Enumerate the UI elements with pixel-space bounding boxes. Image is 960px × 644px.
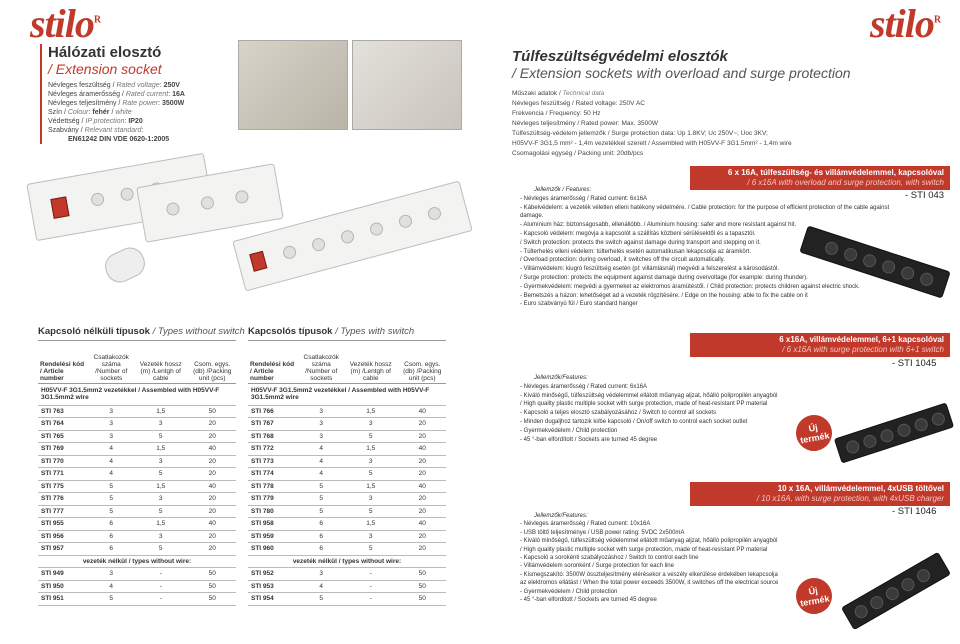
feature-item: - Kapcsoló a teljes elosztó szabályozásához / Switch to control all sockets <box>520 410 717 417</box>
column-header: Csom. egys. (db) /Packing unit (pcs) <box>193 360 232 382</box>
table-cell: 5 <box>133 505 188 518</box>
table-row <box>38 543 236 556</box>
table-cell: 40 <box>188 443 236 456</box>
table-cell: 1,5 <box>133 443 188 456</box>
table-row <box>38 405 236 418</box>
stilo-logo-left: stilo$^R$ <box>30 1 101 46</box>
table-cell: 1,5 <box>343 518 398 531</box>
socket-icon <box>842 246 858 262</box>
table-cell: 5 <box>89 480 133 493</box>
table-cell: 20 <box>188 430 236 443</box>
feature-item: - Kiváló minőségű, túlfeszültség védelemmel ellátott műanyag aljzat, hőálló polipropilén anyagból <box>520 392 778 399</box>
table-cell: STI 769 <box>38 443 89 456</box>
socket-icon <box>845 439 861 455</box>
feature-item: - Gyermekvédelem: megvédi a gyermeket az elektromos áramütéstől. / Child protection: protects children against electric shock. <box>520 283 860 290</box>
feature-item: - Kapcsoló védelem: megóvja a kapcsolót a szállítás közbeni sérülésektől és a tapasztól. <box>520 230 756 237</box>
spec-row: Védettség / IP protection: IP20 <box>48 118 143 125</box>
table-cell: STI 764 <box>38 418 89 431</box>
socket-icon <box>879 428 895 444</box>
socket-icon <box>899 576 917 594</box>
table-cell: STI 766 <box>248 405 299 418</box>
column-header: Rendelési kód / Article number <box>250 360 295 382</box>
socket-icon <box>862 433 878 449</box>
feature-item: - Kismegszakító: 3500W összteljesítmény elérésekor a veszély elkerülése érdekében lekapcsolja <box>520 571 778 578</box>
socket-icon <box>340 229 356 245</box>
rocker-switch <box>249 251 267 272</box>
socket-icon <box>913 416 929 432</box>
feature-item: az elektromos ellátást / When the total power exceeds 3500W, it switches off the electrical source <box>520 580 779 587</box>
socket-icon <box>930 411 946 427</box>
table-cell: 20 <box>188 418 236 431</box>
table-row <box>38 455 236 468</box>
table-cell: STI 777 <box>38 505 89 518</box>
table-cell: STI 763 <box>38 405 89 418</box>
table-cell: 5 <box>343 468 398 481</box>
table-cell: STI 958 <box>248 518 299 531</box>
table-cell: 5 <box>299 505 343 518</box>
feature-item: / Switch protection: protects the switch against damage during transport and stepping on it. <box>520 239 761 246</box>
table-cell: STI 949 <box>38 568 89 581</box>
table-row <box>38 530 236 543</box>
socket-icon <box>311 237 327 253</box>
socket-icon <box>398 213 414 229</box>
table-cell: 40 <box>188 518 236 531</box>
feature-item: - 45 °-ban elforditott / Sockets are turned 45 degree <box>520 597 657 604</box>
table-cell: 20 <box>188 505 236 518</box>
table-cell: STI 956 <box>38 530 89 543</box>
table-cell: - <box>343 568 398 581</box>
feature-item: - Villámvédelem: kiugró feszültség esetén (pl: villámlásnál) megvédi a felszerelést a károsodástól. <box>520 266 780 273</box>
table-row <box>248 443 446 456</box>
column-header: Rendelési kód / Article number <box>40 360 85 382</box>
table-row <box>38 518 236 531</box>
table-cell: 1,5 <box>133 518 188 531</box>
new-product-badge: Új termék <box>793 412 835 454</box>
feature-item: - Névleges áramerősség / Rated current: 6x16A <box>520 383 648 390</box>
table-row <box>38 468 236 481</box>
table-row <box>38 418 236 431</box>
table-row <box>248 493 446 506</box>
table-row <box>38 593 236 606</box>
table-cell: 1,5 <box>133 405 188 418</box>
socket-icon <box>868 594 886 612</box>
table-cell: 3 <box>133 493 188 506</box>
table-cell: STI 765 <box>38 430 89 443</box>
feature-item: - USB töltő teljesítménye / USB power rating: 5VDC 2x500mA <box>520 529 685 536</box>
table-cell: 3 <box>343 530 398 543</box>
table-cell: STI 951 <box>38 593 89 606</box>
product-bar-sti1046: 10 x 16A, villámvédelemmel, 4xUSB töltővel / 10 x16A, with surge protection, with 4xUSB charger <box>690 482 950 506</box>
table-cell: 3 <box>133 530 188 543</box>
table-cell: 20 <box>398 418 446 431</box>
table-cell: 50 <box>188 593 236 606</box>
table-cell: 5 <box>343 505 398 518</box>
table-row <box>38 580 236 593</box>
table-cell: 50 <box>188 405 236 418</box>
feature-item: - Minden dugaljhoz tartozik ki/be kapcsoló / On/off switch to control each socket outlet <box>520 418 748 425</box>
feature-item: - Gyermekvédelem / Child protection <box>520 427 618 434</box>
table-cell: 20 <box>398 530 446 543</box>
table-cell: 6 <box>299 518 343 531</box>
spec-row: Névleges áramerősség / Rated current: 16A <box>48 91 185 98</box>
table-cell: 5 <box>89 505 133 518</box>
table-cell: 5 <box>89 493 133 506</box>
tech-row: Túlfeszültség-védelem jellemzők / Surge protection data: Up 1.8KV; Uc 250V~; Uoc 3KV; <box>512 130 768 137</box>
socket-icon <box>200 195 215 210</box>
table-row <box>38 430 236 443</box>
feature-item: - Kiváló minőségű, túlfeszültség védelemmel ellátott műanyag aljzat, hőálló polipropilén anyagból <box>520 538 778 545</box>
tech-row: H05VV-F 3G1,5 mm² - 1,4m vezetékkel szerelt / Assembled with H05VV-F 3G1.5mm² - 1,4m wire <box>512 140 792 147</box>
table-cell: 50 <box>188 580 236 593</box>
column-header: Csom. egys. (db) /Packing unit (pcs) <box>403 360 442 382</box>
table-cell: - <box>133 580 188 593</box>
product-photo-2 <box>352 40 462 130</box>
table-cell: 6 <box>299 530 343 543</box>
table-cell: 50 <box>398 580 446 593</box>
table-cell: 20 <box>398 430 446 443</box>
table-row <box>248 468 446 481</box>
table-cell: 5 <box>343 430 398 443</box>
feature-item: / Surge protection: protects the equipment against damage during overvoltage (for example: during thunder). <box>520 274 808 281</box>
spec-row: Névleges feszültség / Rated voltage: 250V <box>48 82 180 89</box>
table-cell: 3 <box>299 568 343 581</box>
product-code: - STI 1045 <box>892 358 937 369</box>
table-cell: 3 <box>89 430 133 443</box>
data-table <box>38 341 236 606</box>
table-cell: 6 <box>89 543 133 556</box>
socket-icon <box>918 271 934 287</box>
table-cell: STI 959 <box>248 530 299 543</box>
features-title: Jellemzők / Features: <box>534 187 592 193</box>
socket-icon <box>880 259 896 275</box>
feature-item: - Névleges áramerősség / Rated current: 6x16A <box>520 195 648 202</box>
feature-item: - Kábelvédelem: a vezeték véletlen elleni hatékony védelmére. / Cable protection: for the purpose of efficient protection of the cable against damage. <box>520 204 890 220</box>
table-cell: 3 <box>299 430 343 443</box>
spec-row: Szín / Colour: fehér / white <box>48 109 132 116</box>
table-row <box>248 430 446 443</box>
socket-icon <box>234 189 249 204</box>
socket-icon <box>120 187 135 202</box>
feature-item: - Euro szabványú fül / Euro standard hanger <box>520 301 638 308</box>
table-cell: STI 776 <box>38 493 89 506</box>
right-subtitle: / Extension sockets with overload and surge protection <box>512 65 851 81</box>
table-cell: 1,5 <box>343 480 398 493</box>
table-header-row <box>38 341 236 383</box>
features-title: Jellemzők/Features: <box>534 513 588 519</box>
table-cell: STI 773 <box>248 455 299 468</box>
product-bar-sti1045: 6 x16A, villámvédelemmel, 6+1 kapcsolóval / 6 x16A with surge protection with 6+1 switch <box>690 333 950 357</box>
table-cell: 3 <box>299 418 343 431</box>
socket-icon <box>165 201 180 216</box>
table-cell: STI 768 <box>248 430 299 443</box>
page-subtitle: / Extension socket <box>48 61 162 77</box>
spec-row: Szabvány / Relevant standard: <box>48 127 144 134</box>
table-cell: 20 <box>398 493 446 506</box>
table-cell: STI 772 <box>248 443 299 456</box>
table-cell: 3 <box>299 405 343 418</box>
table-cell: - <box>133 593 188 606</box>
feature-item: - Kapcsoló a sorokénti szabályozáshoz / Switch to control each line <box>520 555 699 562</box>
feature-item: - Gyermekvédelem / Child protection <box>520 588 618 595</box>
page-title: Hálózati elosztó <box>48 44 162 61</box>
table-cell: 50 <box>398 568 446 581</box>
features-title: Jellemzők/Features: <box>534 375 588 381</box>
socket-icon <box>369 221 385 237</box>
table-row <box>248 530 446 543</box>
table-group-header: H05VV-F 3G1.5mm2 vezetékkel / Assembled with H05VV-F 3G1.5mm2 wire <box>38 383 236 405</box>
table-cell: 5 <box>133 543 188 556</box>
table-cell: 3 <box>343 493 398 506</box>
table-group-header: vezeték nélkül / types without wire: <box>248 555 446 568</box>
table-cell: 4 <box>299 468 343 481</box>
table-cell: 5 <box>299 593 343 606</box>
table-row <box>38 443 236 456</box>
table-cell: STI 953 <box>248 580 299 593</box>
feature-item: - Túlterhelés elleni védelem: túlterhelés esetén automatikusan lekapcsolja az áramkört. <box>520 248 752 255</box>
table-cell: STI 771 <box>38 468 89 481</box>
table-cell: 3 <box>343 455 398 468</box>
table-cell: 3 <box>89 405 133 418</box>
spec-standard: EN61242 DIN VDE 0620-1:2005 <box>68 136 170 143</box>
table-without-switch <box>38 340 236 606</box>
table-cell: STI 960 <box>248 543 299 556</box>
table-row <box>248 518 446 531</box>
table-cell: 5 <box>299 480 343 493</box>
feature-item: / High quality plastic multiple socket with surge protection, made of heat-resistant PP material <box>520 546 768 553</box>
new-product-badge: Új termék <box>793 575 835 617</box>
table-cell: 6 <box>299 543 343 556</box>
table-cell: 4 <box>89 580 133 593</box>
product-code: - STI 1046 <box>892 506 937 517</box>
spec-list <box>48 81 220 144</box>
table-cell: 50 <box>398 593 446 606</box>
table-cell: STI 780 <box>248 505 299 518</box>
table-cell: STI 955 <box>38 518 89 531</box>
column-header: Csatlakozók száma /Number of sockets <box>93 353 129 382</box>
socket-icon <box>896 422 912 438</box>
table-row <box>248 580 446 593</box>
table-cell: 1,5 <box>133 480 188 493</box>
table-cell: 5 <box>343 543 398 556</box>
table-row <box>38 493 236 506</box>
table-cell: 40 <box>398 443 446 456</box>
table-cell: STI 952 <box>248 568 299 581</box>
table-cell: 3 <box>133 418 188 431</box>
feature-item: - Névleges áramerősség / Rated current: 10x16A <box>520 521 651 528</box>
tech-row: Névleges teljesítmény / Rated power: Max. 3500W <box>512 120 658 127</box>
table-cell: 20 <box>398 505 446 518</box>
table-cell: 20 <box>188 468 236 481</box>
table-cell: 20 <box>188 543 236 556</box>
product-code: - STI 043 <box>905 190 945 201</box>
table-row <box>248 480 446 493</box>
column-header: Vezeték hossz (m) /Lentgh of cable <box>139 360 182 382</box>
table-group-header: vezeték nélkül / types without wire: <box>38 555 236 568</box>
data-table <box>248 341 446 606</box>
tech-data <box>512 89 952 159</box>
feature-item: / Overload protection: during overload, it switches off the circuit automatically. <box>520 257 725 264</box>
socket-icon <box>915 567 933 585</box>
table-cell: 20 <box>398 468 446 481</box>
table-cell: 5 <box>133 468 188 481</box>
table-cell: 4 <box>299 580 343 593</box>
feature-item: - Bemetszés a házon: lehetőséget ad a vezeték rögzítésére. / Edge on the housing: able to fix the cable on it <box>520 292 808 299</box>
table-row <box>248 418 446 431</box>
feature-item: - Alumínium ház: biztonságosabb, ellenállóbb. / Aluminium housing: safer and more resistant against hit. <box>520 222 797 229</box>
feature-item: / High quality plastic multiple socket with surge protection, made of heat-resistant PP material <box>520 401 768 408</box>
table-row <box>38 480 236 493</box>
table-cell: 3 <box>89 568 133 581</box>
table-cell: STI 775 <box>38 480 89 493</box>
table-cell: 1,5 <box>343 405 398 418</box>
table-cell: 3 <box>89 418 133 431</box>
table-cell: STI 957 <box>38 543 89 556</box>
table-cell: 20 <box>398 455 446 468</box>
table-cell: 20 <box>188 530 236 543</box>
table-cell: - <box>343 593 398 606</box>
left-header <box>40 44 220 144</box>
table-cell: - <box>343 580 398 593</box>
table-cell: 6 <box>89 530 133 543</box>
tech-row: Csomagolási egység / Packing unit: 20db/pcs <box>512 150 644 157</box>
table-cell: 20 <box>398 543 446 556</box>
table-group-header: H05VV-F 3G1.5mm2 vezetékkel / Assembled with H05VV-F 3G1.5mm2 wire <box>248 383 446 405</box>
feature-item: - Villámvédelem soronként / Surge protection for each line <box>520 563 674 570</box>
product-photo-1 <box>238 40 348 130</box>
table-cell: - <box>133 568 188 581</box>
table-cell: 6 <box>89 518 133 531</box>
product-bar-sti043: 6 x 16A, túlfeszültség- és villámvédelemmel, kapcsolóval / 6 x16A with overload and surge protection, with switch <box>690 166 950 190</box>
tech-row: Névleges feszültség / Rated voltage: 250V AC <box>512 100 645 107</box>
table-row <box>38 505 236 518</box>
table-cell: 40 <box>398 405 446 418</box>
tech-row: Frekvencia / Frequency: 50 Hz <box>512 110 601 117</box>
table-row <box>248 505 446 518</box>
right-title: Túlfeszültségvédelmi elosztók <box>512 48 728 65</box>
table-row <box>248 455 446 468</box>
table-cell: 5 <box>299 493 343 506</box>
table-cell: 4 <box>89 468 133 481</box>
plug-icon <box>101 243 150 287</box>
socket-icon <box>90 192 105 207</box>
table-cell: 40 <box>398 518 446 531</box>
table-cell: STI 774 <box>248 468 299 481</box>
spec-row: Névleges teljesítmény / Rate power: 3500W <box>48 100 185 107</box>
table-cell: STI 950 <box>38 580 89 593</box>
table-with-switch <box>248 340 446 606</box>
table-row <box>248 568 446 581</box>
table-cell: 5 <box>133 430 188 443</box>
table-cell: 20 <box>188 493 236 506</box>
table-cell: 4 <box>299 443 343 456</box>
socket-icon <box>427 206 443 222</box>
table-cell: STI 954 <box>248 593 299 606</box>
table-cell: 3 <box>133 455 188 468</box>
table-cell: 5 <box>89 593 133 606</box>
table-cell: 4 <box>89 443 133 456</box>
stilo-logo-right: stilo$^R$ <box>870 1 941 46</box>
table-cell: 3 <box>343 418 398 431</box>
table-row <box>248 405 446 418</box>
table-cell: STI 767 <box>248 418 299 431</box>
table-cell: 40 <box>398 480 446 493</box>
table-cell: 1,5 <box>343 443 398 456</box>
table-cell: 4 <box>89 455 133 468</box>
section-title-with-switch: Kapcsolós típusok / Types with switch <box>248 326 415 337</box>
column-header: Vezeték hossz (m) /Lentgh of cable <box>349 360 392 382</box>
socket-icon <box>282 244 298 260</box>
socket-icon <box>861 253 877 269</box>
table-row <box>38 568 236 581</box>
table-row <box>248 593 446 606</box>
table-cell: 40 <box>188 480 236 493</box>
table-header-row <box>248 341 446 383</box>
right-header <box>512 48 952 159</box>
column-header: Csatlakozók száma /Number of sockets <box>303 353 339 382</box>
feature-item: - 45 °-ban elfordított / Sockets are turned 45 degree <box>520 436 658 443</box>
table-cell: 4 <box>299 455 343 468</box>
section-title-without-switch: Kapcsoló nélküli típusok / Types without switch <box>38 326 245 337</box>
socket-icon <box>852 603 870 621</box>
socket-icon <box>823 240 839 256</box>
table-cell: STI 779 <box>248 493 299 506</box>
socket-icon <box>883 585 901 603</box>
socket-icon <box>899 265 915 281</box>
table-cell: 20 <box>188 455 236 468</box>
table-cell: STI 770 <box>38 455 89 468</box>
rocker-switch <box>50 196 69 218</box>
table-cell: 50 <box>188 568 236 581</box>
tech-title: Műszaki adatok / Technical data <box>512 90 605 97</box>
table-row <box>248 543 446 556</box>
table-cell: STI 778 <box>248 480 299 493</box>
